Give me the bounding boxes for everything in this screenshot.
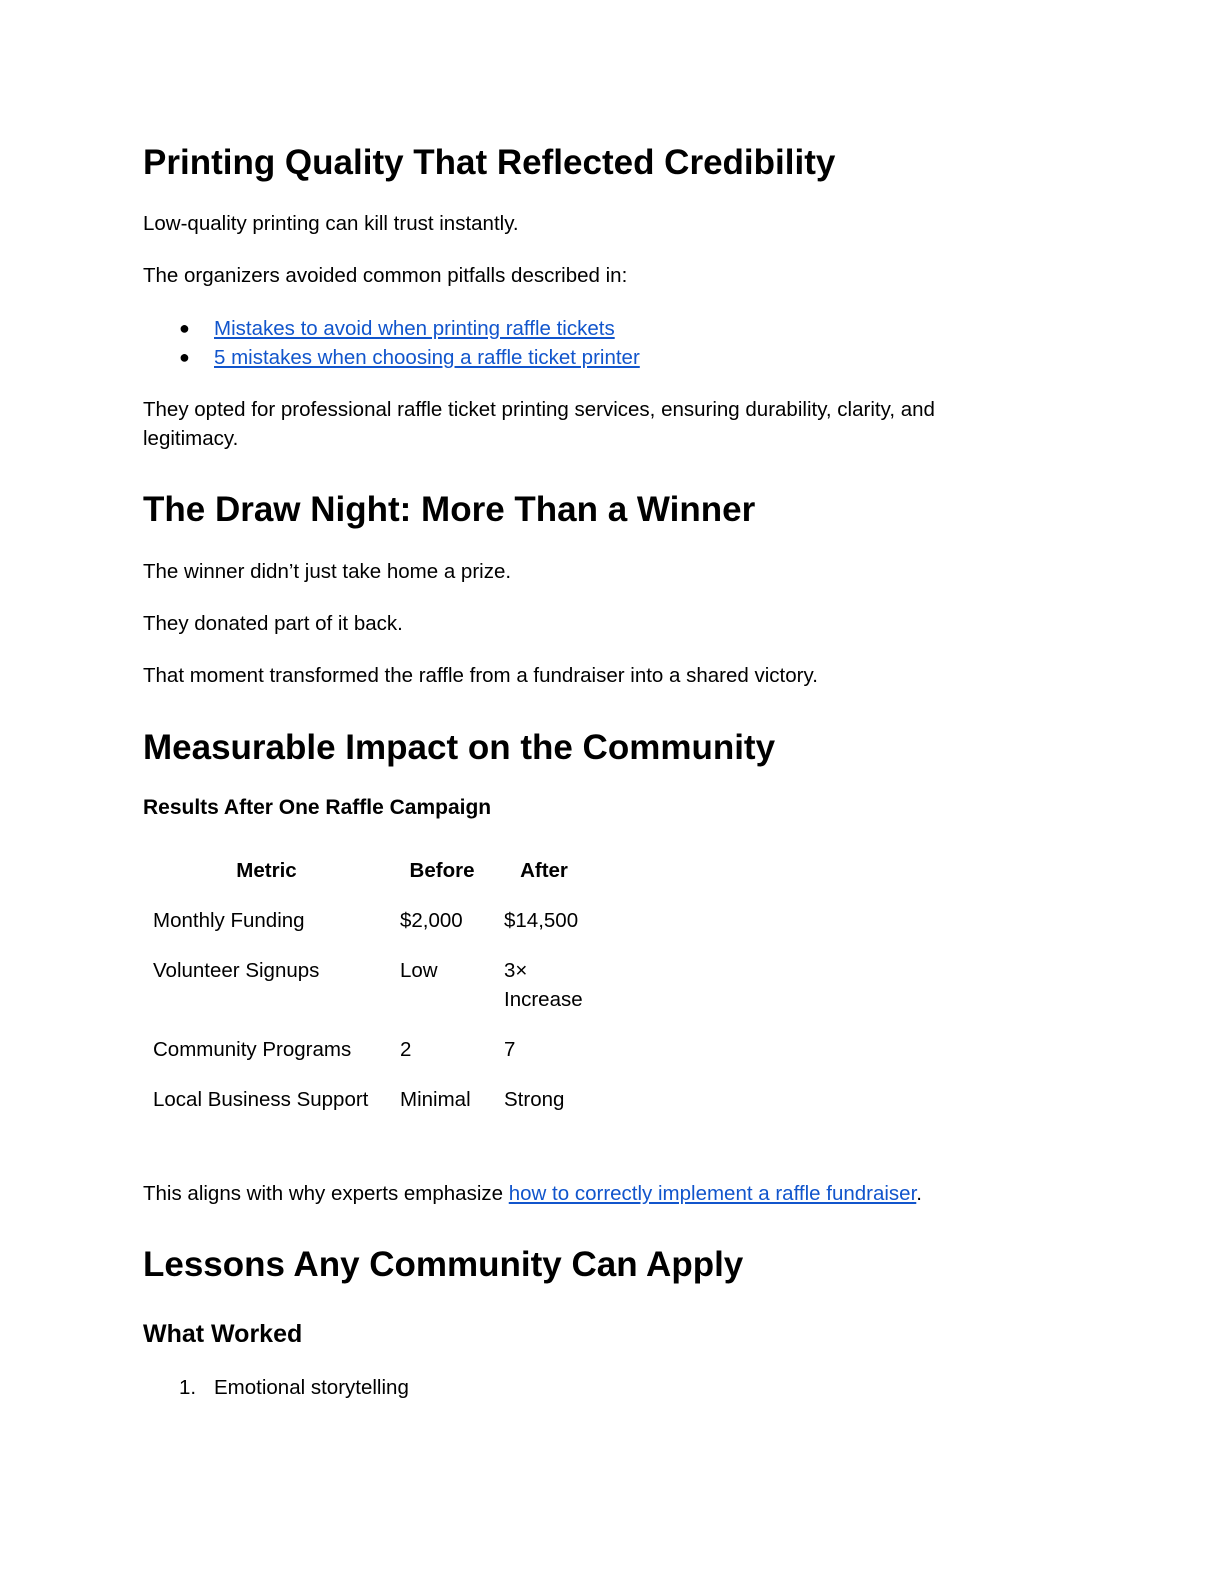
table-header-metric: Metric bbox=[236, 859, 297, 882]
paragraph-experts-emphasize bbox=[143, 1179, 1003, 1208]
pitfall-links-list bbox=[143, 314, 640, 372]
link-mistakes-choosing-printer[interactable]: 5 mistakes when choosing a raffle ticket printer bbox=[214, 346, 640, 369]
table-cell: 3× Increase bbox=[504, 959, 583, 1011]
bullet-icon: ● bbox=[179, 318, 190, 338]
subheading-what-worked: What Worked bbox=[143, 1320, 303, 1348]
bullet-icon: ● bbox=[179, 347, 190, 367]
link-implement-raffle[interactable]: how to correctly implement a raffle fundraiser bbox=[508, 1182, 917, 1205]
subheading-results: Results After One Raffle Campaign bbox=[143, 796, 492, 819]
table-cell: Strong bbox=[504, 1088, 565, 1111]
heading-draw-night: The Draw Night: More Than a Winner bbox=[143, 490, 756, 529]
what-worked-list bbox=[143, 1373, 409, 1402]
paragraph-donated: They donated part of it back. bbox=[143, 612, 403, 635]
table-cell: $14,500 bbox=[504, 909, 579, 932]
table-cell: Volunteer Signups bbox=[153, 959, 320, 982]
table-header-after: After bbox=[520, 859, 568, 882]
list-number: 1. bbox=[179, 1376, 197, 1399]
table-row bbox=[143, 1078, 594, 1128]
table-cell: Community Programs bbox=[153, 1038, 352, 1061]
table-cell: 2 bbox=[400, 1038, 412, 1061]
list-item bbox=[143, 1373, 409, 1402]
heading-measurable-impact: Measurable Impact on the Community bbox=[143, 728, 776, 767]
paragraph-winner: The winner didn’t just take home a prize. bbox=[143, 560, 512, 583]
list-item-text: Emotional storytelling bbox=[214, 1376, 409, 1399]
table-cell: Low bbox=[400, 959, 438, 982]
table-cell: Minimal bbox=[400, 1088, 471, 1111]
table-row bbox=[143, 899, 594, 949]
table-header-row bbox=[143, 850, 594, 899]
list-item bbox=[143, 343, 640, 372]
table-row bbox=[143, 1028, 594, 1078]
list-item bbox=[143, 314, 640, 343]
paragraph-professional-printing: They opted for professional raffle ticket printing services, ensuring durability, clarity, and legitimacy. bbox=[143, 398, 935, 450]
table-cell: Monthly Funding bbox=[153, 909, 305, 932]
paragraph-low-quality: Low-quality printing can kill trust instantly. bbox=[143, 212, 519, 235]
closing-text-suffix: . bbox=[916, 1182, 922, 1205]
closing-text-prefix: This aligns with why experts emphasize bbox=[143, 1182, 509, 1205]
results-table bbox=[143, 850, 594, 1128]
table-row bbox=[143, 949, 594, 1028]
paragraph-transformed: That moment transformed the raffle from a fundraiser into a shared victory. bbox=[143, 664, 818, 687]
table-cell: 7 bbox=[504, 1038, 516, 1061]
table-header-before: Before bbox=[409, 859, 475, 882]
table-cell: Local Business Support bbox=[153, 1088, 369, 1111]
heading-printing-quality: Printing Quality That Reflected Credibility bbox=[143, 143, 836, 182]
link-mistakes-printing[interactable]: Mistakes to avoid when printing raffle tickets bbox=[214, 317, 615, 340]
heading-lessons: Lessons Any Community Can Apply bbox=[143, 1245, 744, 1284]
paragraph-organizers-avoided: The organizers avoided common pitfalls described in: bbox=[143, 264, 628, 287]
table-cell: $2,000 bbox=[400, 909, 463, 932]
